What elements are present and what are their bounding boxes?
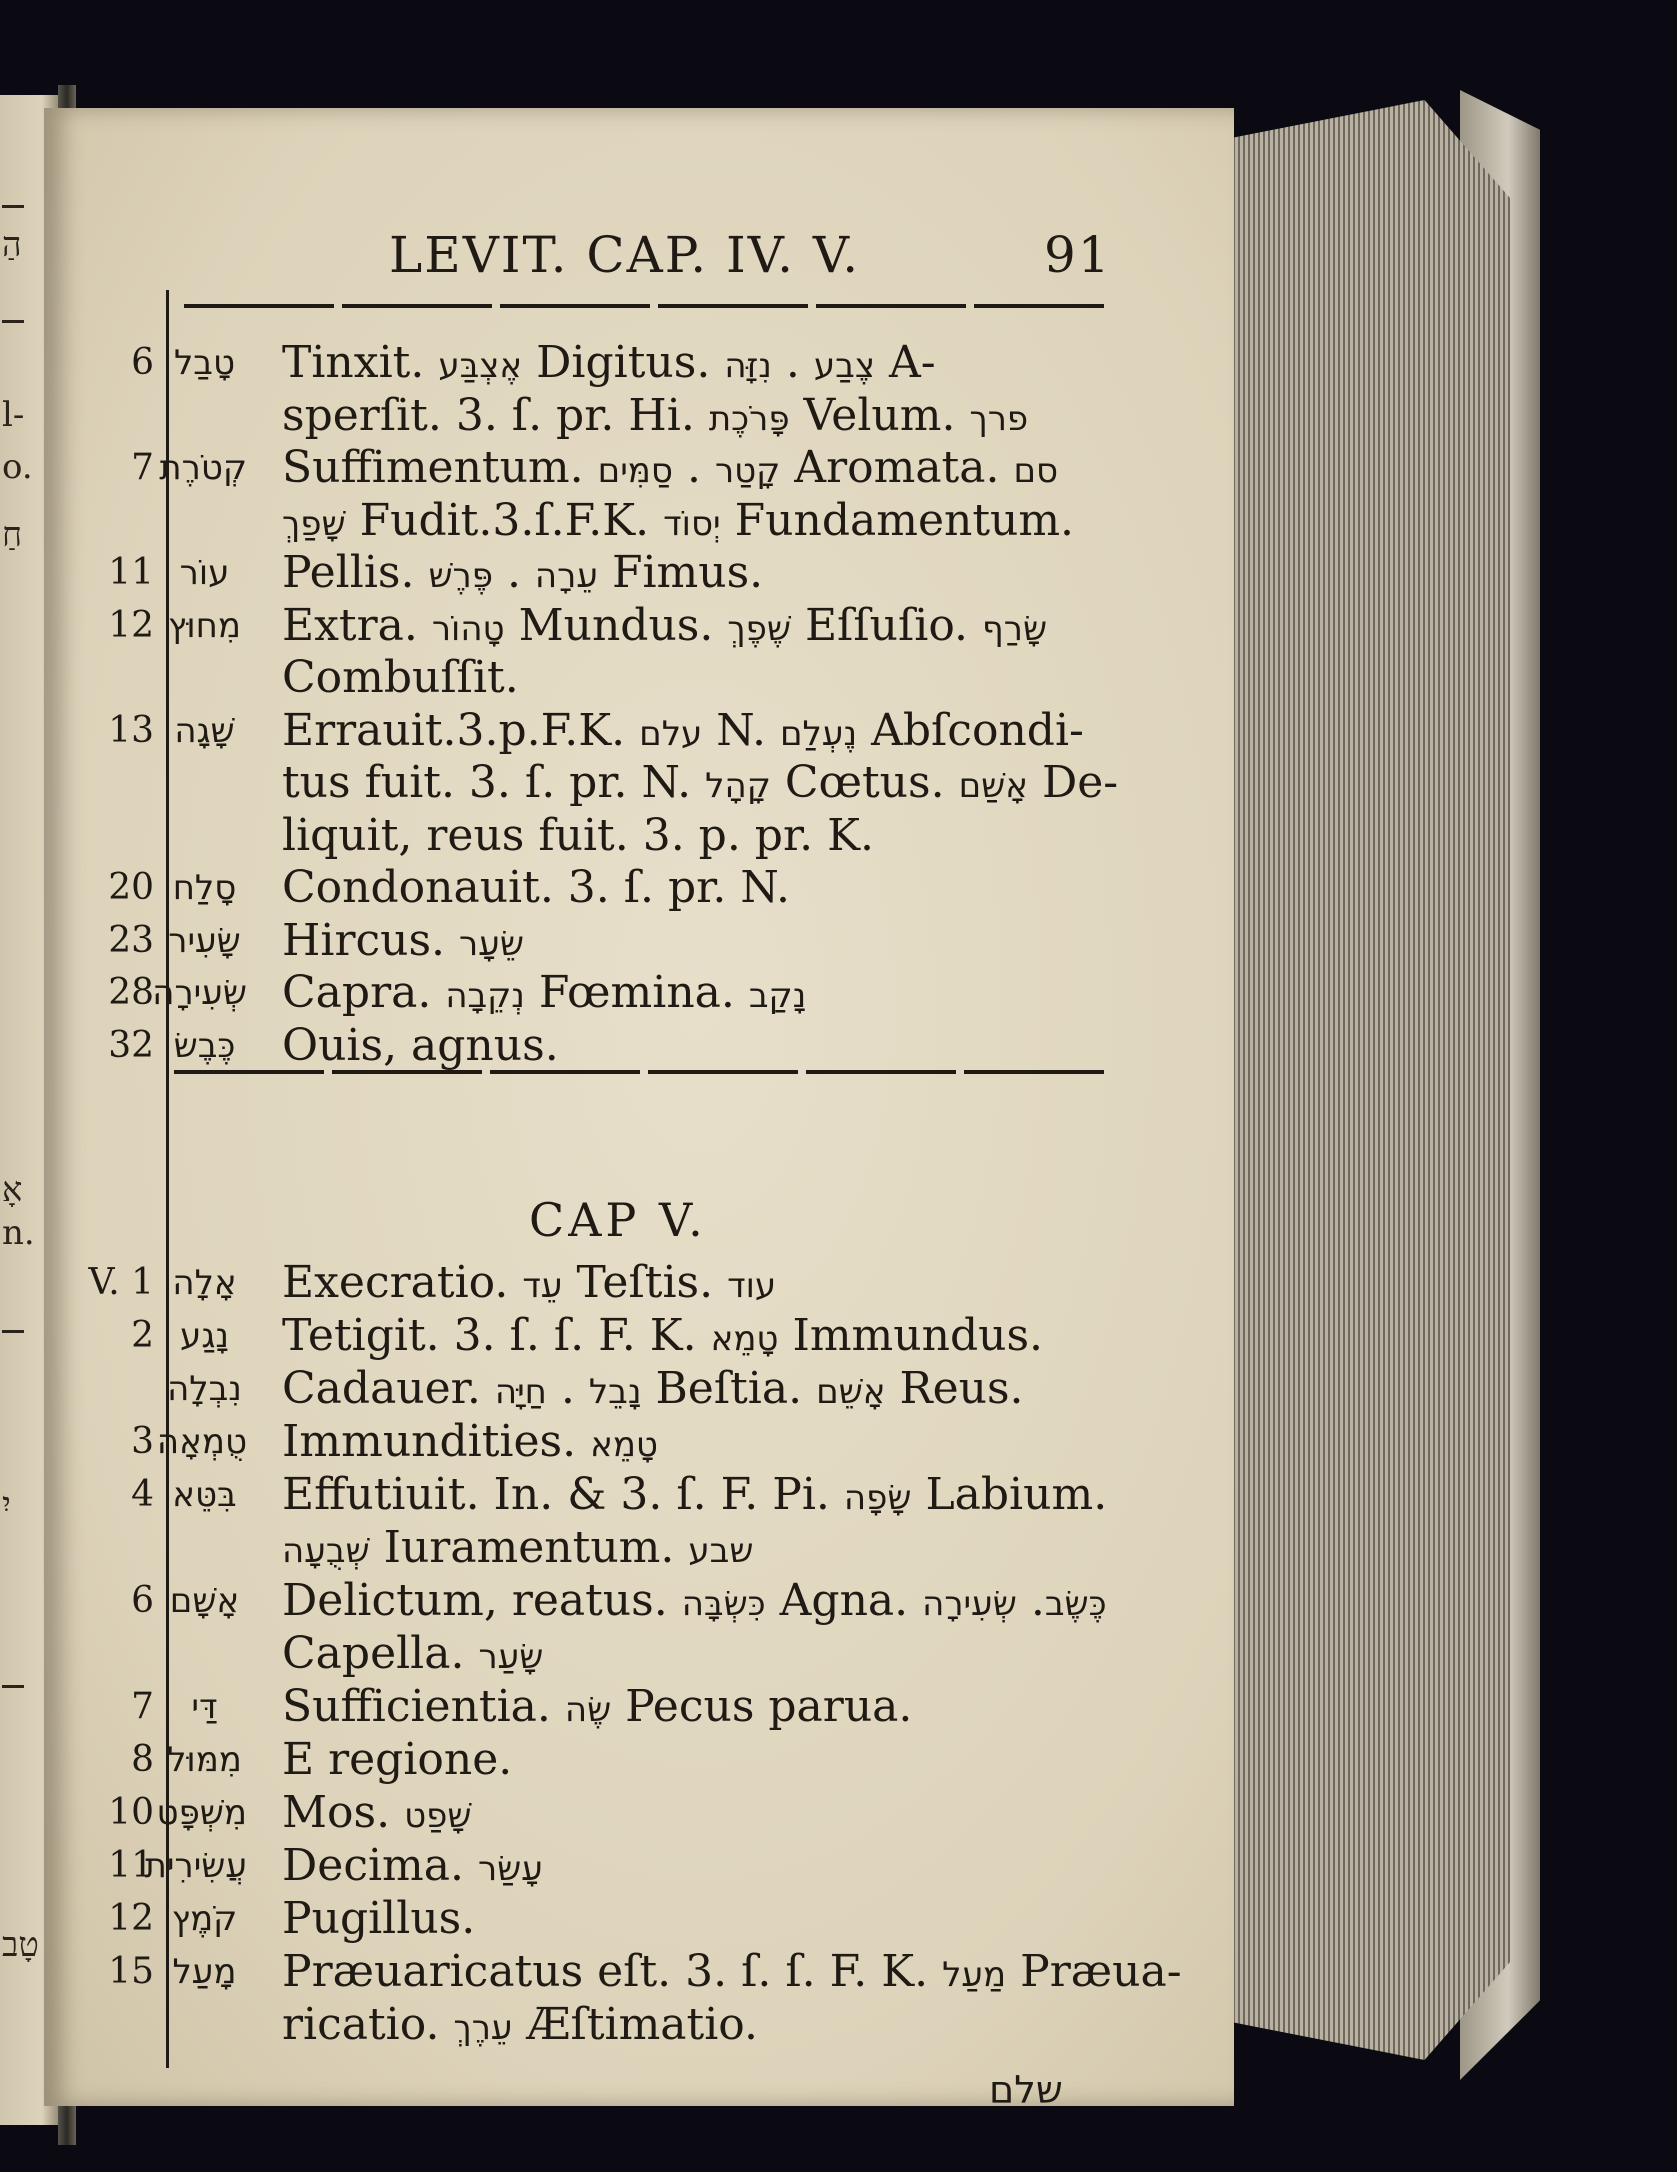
hebrew-word: סם <box>1013 451 1059 491</box>
latin-gloss: Labium. <box>911 1469 1108 1520</box>
page-stack-edge <box>1225 100 1510 2060</box>
latin-gloss: Præuaricatus eſt. 3. ſ. ſ. F. K. <box>282 1946 943 1997</box>
gloss-text <box>282 1841 543 1894</box>
latin-gloss: Combuſſit. <box>282 652 519 703</box>
verse-number: V. 1 <box>88 1262 154 1303</box>
hebrew-word: שָׂרַף <box>982 608 1048 649</box>
hebrew-word: שָׂעַר <box>478 1637 544 1677</box>
latin-gloss: E regione. <box>282 1734 513 1785</box>
entry-line <box>44 496 1234 546</box>
latin-gloss: . <box>672 442 715 493</box>
gloss-text <box>282 1629 543 1682</box>
headword: כֶּבֶשׂ <box>173 1025 236 1066</box>
gloss-text <box>282 863 790 913</box>
latin-gloss: Agna. <box>765 1575 923 1626</box>
hebrew-word: קָהָל <box>705 766 771 806</box>
hebrew-word: עֵרֶךְ <box>453 2008 513 2048</box>
latin-gloss: Fundamentum. <box>720 494 1075 546</box>
latin-gloss: Pecus parua. <box>611 1681 913 1732</box>
latin-gloss: Condonauit. 3. ſ. pr. N. <box>282 862 791 913</box>
latin-gloss: tus fuit. 3. ſ. pr. N. <box>282 757 706 808</box>
gloss-text <box>282 443 1058 496</box>
latin-gloss: Delictum, reatus. <box>282 1575 682 1626</box>
facing-fragment: אָ <box>2 1170 23 1210</box>
hebrew-word: כֶּשֶׂב <box>1044 1584 1107 1624</box>
entry-line <box>44 1258 1234 1308</box>
hebrew-word: קָטַר <box>714 451 781 491</box>
latin-gloss: N. <box>702 704 780 756</box>
gloss-text <box>282 1735 512 1785</box>
entry-line <box>44 968 1234 1018</box>
entry-line <box>44 1841 1234 1891</box>
verse-number: 11 <box>108 552 154 593</box>
latin-gloss: Eſſuſio. <box>790 599 983 651</box>
latin-gloss: Hircus. <box>282 914 460 966</box>
verse-number: 7 <box>131 447 154 488</box>
headword: שְׂעִירָה <box>152 973 247 1013</box>
entry-line <box>44 391 1234 441</box>
hebrew-word: סַמִּים <box>597 451 673 491</box>
verse-number: 12 <box>108 604 154 646</box>
hebrew-word: כִּשְׂבָּה <box>681 1584 766 1624</box>
hebrew-word: צֶבַע <box>813 346 876 386</box>
latin-gloss: Reus. <box>885 1363 1024 1414</box>
entry-line <box>44 1947 1234 1997</box>
headword: אָלָה <box>172 1263 237 1303</box>
gloss-text <box>282 706 1084 759</box>
latin-gloss: Beſtia. <box>641 1363 817 1414</box>
hebrew-word: אָשֵׁם <box>816 1372 886 1412</box>
facing-fragment: הַ <box>2 225 22 265</box>
latin-gloss: Digitus. <box>522 337 725 388</box>
page-number: 91 <box>1044 226 1112 284</box>
hebrew-word: עֵד <box>522 1266 563 1306</box>
gloss-text <box>282 338 936 391</box>
entry-line <box>44 863 1234 913</box>
headword: מִשְׁפָּט <box>156 1793 247 1833</box>
headword: נָגַע <box>180 1316 229 1356</box>
latin-gloss: Præua- <box>1006 1946 1182 1997</box>
latin-gloss: sperſit. 3. ſ. pr. Hi. <box>282 389 709 441</box>
latin-gloss: Æſtimatio. <box>512 1999 758 2050</box>
headword: עֲשִׂירִית <box>144 1846 247 1886</box>
hebrew-word: שְׁבֻעָה <box>282 1531 370 1571</box>
headword: סָלַח <box>172 868 237 908</box>
latin-gloss: Velum. <box>789 389 970 441</box>
gloss-text <box>282 916 524 969</box>
latin-gloss: Decima. <box>282 1840 478 1891</box>
headword: שָׂעִיר <box>168 920 241 961</box>
entry-line <box>44 1735 1234 1785</box>
header-rule <box>184 304 1104 308</box>
latin-gloss: Tetigit. 3. ſ. ſ. F. K. <box>282 1310 711 1361</box>
latin-gloss: Capella. <box>282 1628 479 1679</box>
latin-gloss: Aromata. <box>780 442 1014 493</box>
headword: טֻמְאָה <box>156 1422 247 1462</box>
gloss-text <box>282 1788 471 1841</box>
latin-gloss: Errauit.3.p.F.K. <box>282 704 640 756</box>
hebrew-word: פֶּרֶשׁ <box>428 556 493 596</box>
headword: מִמּוּל <box>167 1740 242 1780</box>
latin-gloss: Suffimentum. <box>282 442 598 493</box>
book-page <box>44 108 1234 2112</box>
entry-line <box>44 1364 1234 1414</box>
latin-gloss: . <box>546 1363 589 1414</box>
hebrew-word: יְסוֹד <box>663 503 721 544</box>
latin-gloss: Effutiuit. In. & 3. ſ. F. Pi. <box>282 1469 844 1520</box>
gloss-text <box>282 548 763 601</box>
headword: טָבַל <box>173 343 236 383</box>
gloss-text <box>282 1311 1043 1364</box>
latin-gloss: Abſcondi- <box>857 704 1084 756</box>
hebrew-word: שֶׂה <box>564 1690 612 1730</box>
gloss-text <box>282 1947 1182 2000</box>
hebrew-word: נָבֵל <box>588 1372 642 1412</box>
entry-line <box>44 1894 1234 1944</box>
facing-fragment: n. <box>2 1213 35 1253</box>
hebrew-word: שֶׁפֶךְ <box>727 608 791 649</box>
latin-gloss: Pellis. <box>282 547 429 598</box>
latin-gloss: Cœtus. <box>770 757 959 808</box>
hebrew-word: נִזָּה <box>724 346 772 386</box>
section-rule <box>174 1070 1104 1074</box>
latin-gloss: . <box>771 337 814 388</box>
facing-fragment: יִ <box>2 1485 11 1525</box>
verse-number: 7 <box>131 1686 154 1727</box>
hebrew-word: עָשַׂר <box>477 1849 543 1889</box>
latin-gloss: ricatio. <box>282 1999 454 2050</box>
verse-number: 13 <box>108 709 154 751</box>
gloss-text <box>282 1470 1107 1523</box>
headword: קְטֹרֶת <box>159 448 247 488</box>
entry-line <box>44 443 1234 493</box>
hebrew-word: נֶעְלַם <box>779 713 858 754</box>
latin-gloss: Immundities. <box>282 1416 591 1467</box>
verse-number: 12 <box>108 1898 154 1939</box>
gloss-text <box>282 1523 753 1576</box>
hebrew-word: פָּרֹכֶת <box>708 398 790 439</box>
gloss-text <box>282 391 1028 444</box>
hebrew-word: שָׁפַךְ <box>282 503 346 544</box>
headword: דַּי <box>191 1687 218 1727</box>
facing-fragment: l- <box>2 395 25 435</box>
latin-gloss: De- <box>1027 757 1119 808</box>
hebrew-word: עֵרָה <box>534 556 598 596</box>
entry-line <box>44 1417 1234 1467</box>
verse-number: 2 <box>131 1315 154 1356</box>
latin-gloss: Fudit.3.ſ.F.K. <box>345 494 664 546</box>
headword: בִּטֵּא <box>172 1475 237 1515</box>
gloss-text <box>282 1576 1107 1629</box>
facing-fragment: o. <box>2 447 33 487</box>
verse-number: 20 <box>108 867 154 908</box>
entry-line <box>44 338 1234 388</box>
hebrew-word: שבע <box>688 1531 754 1571</box>
latin-gloss: Fimus. <box>597 547 764 598</box>
latin-gloss: Pugillus. <box>282 1893 476 1944</box>
latin-gloss: Sufficientia. <box>282 1681 565 1732</box>
section-title: CAP V. <box>529 1193 707 1247</box>
hebrew-word: שָׂפָה <box>843 1478 912 1518</box>
latin-gloss: Mundus. <box>504 599 728 651</box>
headword: עוֹר <box>179 553 230 593</box>
latin-gloss: Execratio. <box>282 1257 523 1308</box>
verse-number: 4 <box>131 1474 154 1515</box>
hebrew-word: נְקֵבָה <box>445 976 525 1016</box>
hebrew-word: נָקַב <box>748 976 807 1016</box>
latin-gloss: Tinxit. <box>282 337 439 388</box>
gloss-text <box>282 496 1074 549</box>
hebrew-word: חַיָּה <box>494 1372 547 1412</box>
verse-number: 6 <box>131 342 154 383</box>
gloss-text <box>282 1364 1024 1417</box>
gloss-text <box>282 653 519 703</box>
entry-line <box>44 601 1234 651</box>
gloss-text <box>282 1258 776 1311</box>
headword: קֹמֶץ <box>171 1899 238 1939</box>
headword: מִחוּץ <box>168 605 241 646</box>
entry-line <box>44 1629 1234 1679</box>
entry-line <box>44 916 1234 966</box>
latin-gloss: Cadauer. <box>282 1363 495 1414</box>
verse-number: 23 <box>108 919 154 961</box>
gloss-text <box>282 1682 912 1735</box>
gloss-text <box>282 1021 559 1071</box>
latin-gloss: Fœmina. <box>524 967 749 1018</box>
latin-gloss: Immundus. <box>778 1310 1044 1361</box>
verse-number: 10 <box>108 1792 154 1833</box>
entry-line <box>44 548 1234 598</box>
latin-gloss: Extra. <box>282 599 432 651</box>
hebrew-word: טָהוֹר <box>431 608 505 649</box>
hebrew-word: פרך <box>969 398 1029 439</box>
hebrew-word: אֶצְבַּע <box>438 346 523 386</box>
gloss-text <box>282 758 1118 811</box>
hebrew-word: טָמֵא <box>710 1319 779 1359</box>
catchword: שלם <box>989 2068 1063 2112</box>
verse-number: 3 <box>131 1421 154 1462</box>
entry-line <box>44 1311 1234 1361</box>
headword: מָעַל <box>172 1952 237 1992</box>
hebrew-word: שְׂעִירָה <box>922 1584 1017 1624</box>
headword: נִבְלָה <box>167 1369 242 1409</box>
verse-number: 6 <box>131 1580 154 1621</box>
latin-gloss: Teſtis. <box>562 1257 728 1308</box>
hebrew-word: עוד <box>727 1266 777 1306</box>
latin-gloss: . <box>1016 1575 1045 1626</box>
entry-line <box>44 1523 1234 1573</box>
hebrew-word: עלם <box>639 713 703 754</box>
hebrew-word: אָשַׁם <box>958 766 1028 806</box>
gloss-text <box>282 1894 475 1944</box>
entry-line <box>44 1682 1234 1732</box>
hebrew-word: טָמֵא <box>590 1425 658 1465</box>
latin-gloss: . <box>492 547 535 598</box>
entry-line <box>44 2000 1234 2050</box>
facing-fragment: טָב <box>2 1925 39 1965</box>
gloss-text <box>282 2000 758 2053</box>
latin-gloss: liquit, reus fuit. 3. p. pr. K. <box>282 809 875 861</box>
headword: אָשָׁם <box>169 1581 240 1621</box>
verse-number: 8 <box>131 1739 154 1780</box>
hebrew-word: מַעַל <box>942 1955 1007 1995</box>
entry-line <box>44 811 1234 861</box>
verse-number: 32 <box>108 1024 154 1066</box>
entry-line <box>44 1470 1234 1520</box>
gloss-text <box>282 1417 658 1470</box>
verse-number: 11 <box>108 1845 154 1886</box>
entry-line <box>44 706 1234 756</box>
verse-number: 15 <box>108 1951 154 1992</box>
verse-number: 28 <box>108 972 154 1013</box>
entry-line <box>44 653 1234 703</box>
gloss-text <box>282 968 806 1021</box>
hebrew-word: שֵׂעָר <box>459 923 524 964</box>
hebrew-word: שָׁפַט <box>404 1796 472 1836</box>
entry-line <box>44 1788 1234 1838</box>
latin-gloss: Mos. <box>282 1787 405 1838</box>
gloss-text <box>282 601 1047 654</box>
headword: שָׁגָה <box>174 710 235 751</box>
entry-line <box>44 758 1234 808</box>
entry-line <box>44 1021 1234 1071</box>
facing-fragment: חַ <box>2 515 23 555</box>
entry-line <box>44 1576 1234 1626</box>
latin-gloss: Ouis, agnus. <box>282 1019 559 1071</box>
latin-gloss: A- <box>875 337 936 388</box>
running-head: LEVIT. CAP. IV. V. <box>389 226 861 284</box>
latin-gloss: Iuramentum. <box>369 1522 689 1573</box>
latin-gloss: Capra. <box>282 967 446 1018</box>
gloss-text <box>282 811 874 861</box>
